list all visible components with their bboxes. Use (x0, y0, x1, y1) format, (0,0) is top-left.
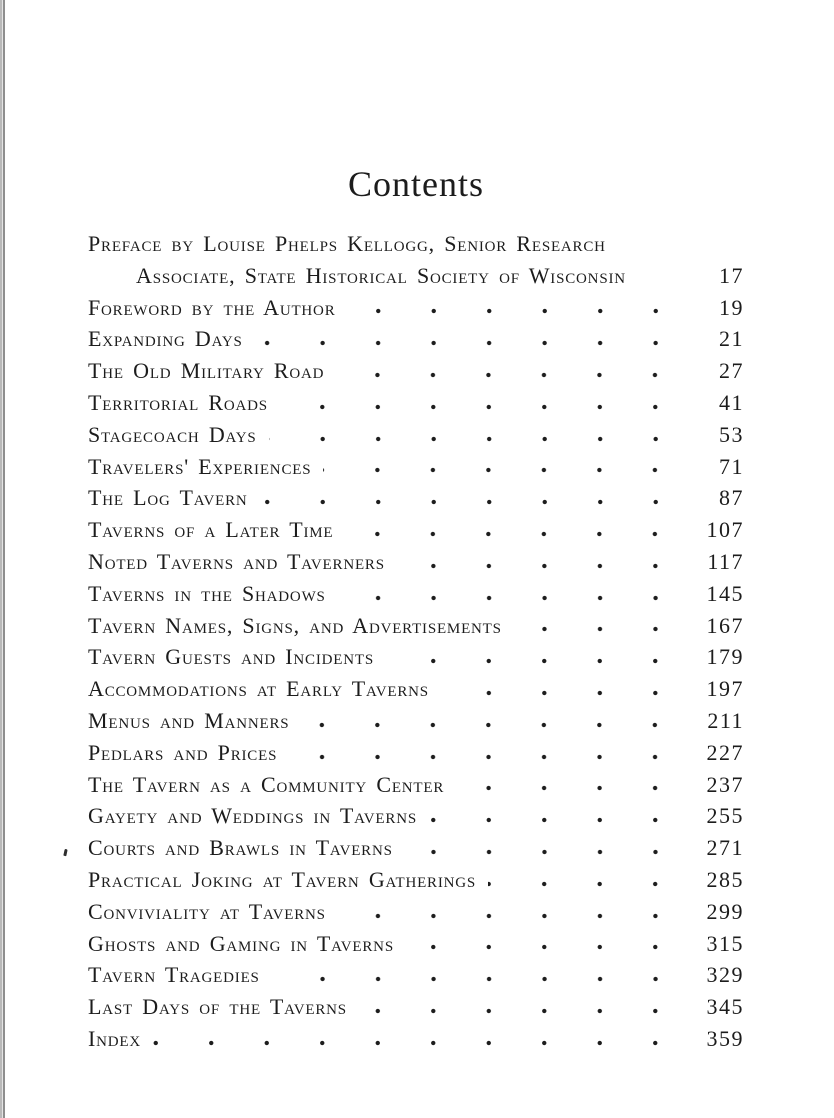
dot-leader (345, 514, 686, 546)
toc-entry (88, 546, 744, 578)
toc-entry (88, 355, 744, 387)
dot-leader (289, 737, 686, 769)
toc-entry-page-number: 179 (706, 644, 744, 670)
scan-artifact (63, 849, 67, 856)
page-scan-edge (0, 0, 6, 1118)
toc-entry-page-number: 227 (706, 739, 744, 765)
toc-entry-title: Tavern Names, Signs, and Advertisements (88, 612, 502, 638)
toc-entry-title-line2: Associate, State Historical Society of Wisconsin (136, 262, 626, 288)
toc-entry-page-number: 197 (706, 676, 744, 702)
toc-entry-page-number: 27 (719, 358, 744, 384)
dot-leader (397, 546, 686, 578)
toc-entry (88, 387, 744, 419)
toc-entry-page-number: 285 (706, 866, 744, 892)
toc-entry-title: Noted Taverns and Taverners (88, 548, 385, 574)
toc-entry-page-number: 211 (707, 707, 744, 733)
toc-entry-title: Tavern Tragedies (88, 962, 260, 988)
toc-entry (88, 737, 744, 769)
toc-entry-title: Last Days of the Taverns (88, 994, 347, 1020)
dot-leader (255, 323, 686, 355)
toc-entry-page-number: 271 (706, 835, 744, 861)
toc-entry (88, 610, 744, 642)
toc-entry-title: Territorial Roads (88, 389, 268, 415)
toc-entry (88, 323, 744, 355)
dot-leader (456, 769, 686, 801)
toc-entry (88, 419, 744, 451)
toc-entry (88, 705, 744, 737)
toc-entry (88, 959, 744, 991)
toc-entry (88, 292, 744, 324)
toc-entry (88, 832, 744, 864)
toc-entry-page-number: 299 (706, 898, 744, 924)
toc-entry-title: The Log Tavern (88, 485, 248, 511)
toc-entry-page-number: 117 (707, 548, 744, 574)
dot-leader (348, 292, 687, 324)
dot-leader (429, 800, 686, 832)
toc-entry (88, 578, 744, 610)
dot-leader (280, 387, 686, 419)
toc-entry (88, 482, 744, 514)
toc-entry-title: Conviviality at Taverns (88, 898, 326, 924)
toc-entry (88, 928, 744, 960)
toc-entry-page-number: 41 (719, 389, 744, 415)
dot-leader (488, 864, 686, 896)
dot-leader (336, 355, 686, 387)
toc-entry-title: The Old Military Road (88, 358, 325, 384)
toc-entry-title: Ghosts and Gaming in Taverns (88, 930, 394, 956)
toc-entry-page-number: 237 (706, 771, 744, 797)
dot-leader (260, 482, 686, 514)
toc-entry-title: Menus and Manners (88, 707, 290, 733)
toc-entry-page-number: 167 (706, 612, 744, 638)
dot-leader (269, 419, 686, 451)
toc-entry-title: Taverns in the Shadows (88, 580, 326, 606)
toc-entry-title: Foreword by the Author (88, 294, 336, 320)
toc-entry-page-number: 17 (719, 262, 744, 288)
toc-entry-page-number: 107 (706, 517, 744, 543)
dot-leader (338, 896, 686, 928)
table-of-contents (88, 228, 744, 1055)
toc-entry-title: Stagecoach Days (88, 421, 257, 447)
toc-entry-page-number: 53 (719, 421, 744, 447)
dot-leader (323, 451, 686, 483)
toc-entry-page-number: 19 (719, 294, 744, 320)
dot-leader (441, 673, 686, 705)
leader-space (638, 260, 686, 292)
toc-entry-title: Practical Joking at Tavern Gatherings (88, 866, 477, 892)
toc-entry-title: Courts and Brawls in Taverns (88, 835, 393, 861)
dot-leader (406, 928, 686, 960)
dot-leader (514, 610, 686, 642)
toc-entry-title: The Tavern as a Community Center (88, 771, 445, 797)
dot-leader (386, 641, 686, 673)
toc-entry (88, 769, 744, 801)
toc-entry (88, 641, 744, 673)
toc-entry-page-number: 21 (719, 326, 744, 352)
toc-entry-page-number: 71 (719, 453, 744, 479)
toc-entry (88, 228, 744, 260)
dot-leader (153, 1023, 686, 1055)
toc-entry-page-number: 87 (719, 485, 744, 511)
toc-entry-title: Accommodations at Early Taverns (88, 676, 429, 702)
toc-entry-page-number: 329 (706, 962, 744, 988)
toc-entry-title: Travelers' Experiences (88, 453, 312, 479)
toc-entry (88, 864, 744, 896)
toc-entry-title: Expanding Days (88, 326, 243, 352)
toc-entry-page-number: 145 (706, 580, 744, 606)
toc-entry-title: Index (88, 1025, 141, 1051)
toc-entry (88, 991, 744, 1023)
toc-entry (88, 673, 744, 705)
toc-entry (88, 514, 744, 546)
toc-entry-title: Pedlars and Prices (88, 739, 278, 765)
toc-entry-title: Tavern Guests and Incidents (88, 644, 374, 670)
dot-leader (359, 991, 686, 1023)
toc-entry-title: Preface by Louise Phelps Kellogg, Senior Research (88, 231, 606, 256)
book-page (88, 0, 744, 1055)
dot-leader (338, 578, 686, 610)
toc-entry-page-number: 359 (706, 1025, 744, 1051)
toc-entry (88, 800, 744, 832)
toc-entry-title: Taverns of a Later Time (88, 517, 334, 543)
toc-entry (88, 896, 744, 928)
toc-entry (88, 1023, 744, 1055)
dot-leader (301, 705, 686, 737)
toc-entry-page-number: 345 (706, 994, 744, 1020)
dot-leader (272, 959, 686, 991)
toc-entry-continuation (88, 260, 744, 292)
dot-leader (405, 832, 686, 864)
toc-entry-title: Gayety and Weddings in Taverns (88, 803, 417, 829)
toc-entry-page-number: 315 (706, 930, 744, 956)
toc-entry (88, 451, 744, 483)
toc-entry-page-number: 255 (706, 803, 744, 829)
page-title: Contents (347, 164, 484, 204)
